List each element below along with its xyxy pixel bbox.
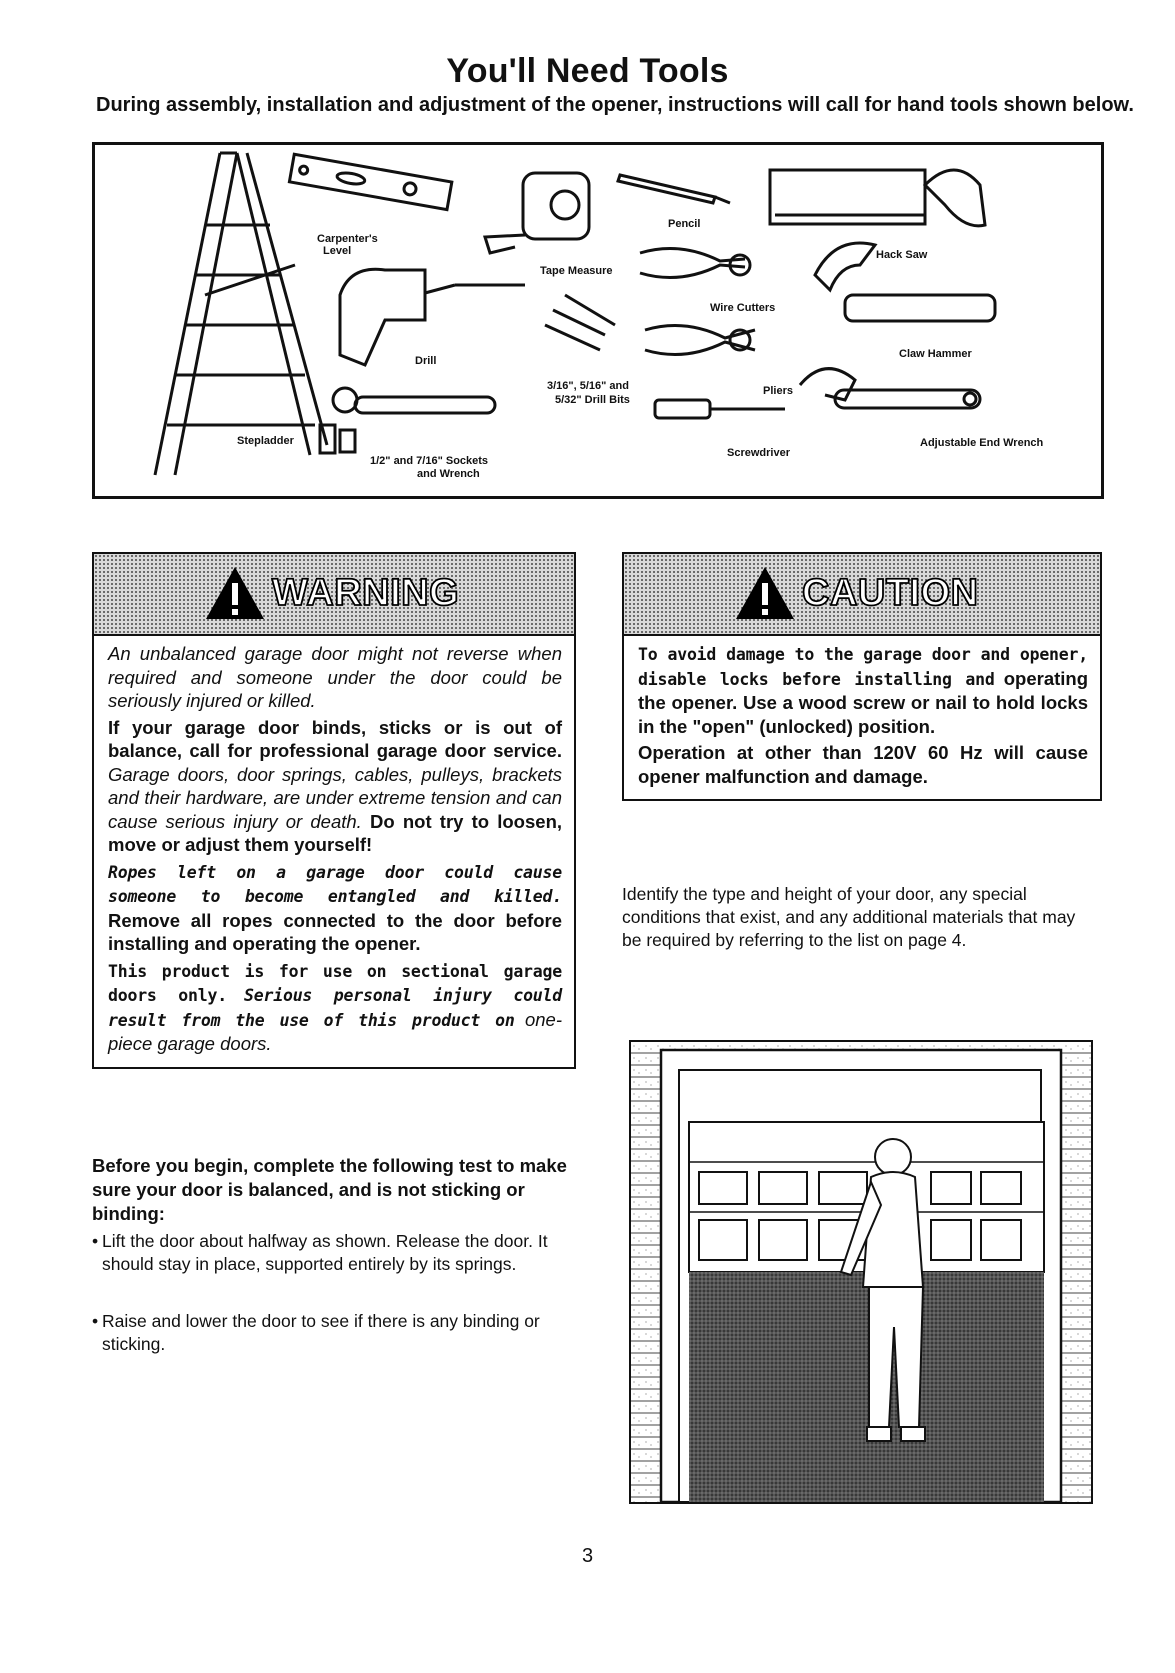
label-sockets-2: and Wrench bbox=[417, 468, 480, 480]
caution-banner bbox=[624, 554, 1100, 636]
caution-triangle-icon bbox=[734, 565, 796, 621]
identify-door-text: Identify the type and height of your door, any special conditions that exist, and any additional materials that may be required by referring to the list on page 4. bbox=[622, 884, 1076, 950]
screwdriver-icon bbox=[655, 400, 785, 418]
garage-door-illustration bbox=[629, 1040, 1093, 1504]
page-subtitle: During assembly, installation and adjustment of the opener, instructions will call for hand tools shown below. bbox=[96, 94, 1134, 116]
bullet-raise-lower: • Raise and lower the door to see if there is any binding or sticking. bbox=[92, 1311, 540, 1354]
label-tape-measure: Tape Measure bbox=[540, 265, 613, 277]
drill-bits-icon bbox=[545, 295, 615, 350]
stepladder-icon bbox=[155, 153, 327, 475]
label-drill: Drill bbox=[415, 355, 437, 367]
warning-triangle-icon bbox=[204, 565, 266, 621]
garage-door-drawing bbox=[631, 1042, 1091, 1502]
warning-heading: WARNING bbox=[272, 571, 460, 614]
label-carpenters-level: Carpenter's bbox=[317, 233, 378, 245]
label-adjustable-wrench: Adjustable End Wrench bbox=[920, 437, 1044, 449]
warning-panel bbox=[92, 552, 576, 1069]
label-pliers: Pliers bbox=[763, 385, 793, 397]
bullet-dot: • bbox=[92, 1311, 99, 1331]
bullet-lift-door: • Lift the door about halfway as shown. Release the door. It should stay in place, supported entirely by its springs. bbox=[92, 1231, 548, 1274]
label-drill-bits: 3/16", 5/16" and bbox=[547, 380, 629, 392]
balance-test-heading: Before you begin, complete the following test to make sure your door is balanced, and is not sticking or binding: bbox=[92, 1155, 567, 1224]
page-number: 3 bbox=[581, 1545, 594, 1567]
warning-paragraph-3: Ropes left on a garage door could cause someone to become entangled and killed. Remove all ropes connected to the door before installing and operating the opener. bbox=[108, 862, 562, 954]
adjustable-wrench-icon bbox=[800, 369, 980, 408]
tape-measure-icon bbox=[485, 173, 589, 253]
label-drill-bits-2: 5/32" Drill Bits bbox=[555, 394, 630, 406]
caution-panel bbox=[622, 552, 1102, 801]
tools-illustration bbox=[92, 142, 1104, 499]
warning-paragraph-4: This product is for use on sectional garage doors only. Serious personal injury could result from the use of this product on one-piece garage doors. bbox=[108, 961, 563, 1054]
label-screwdriver: Screwdriver bbox=[727, 447, 790, 459]
socket-wrench-icon bbox=[320, 388, 495, 453]
label-carpenters-level-2: Level bbox=[323, 245, 352, 257]
caution-paragraph-1: To avoid damage to the garage door and opener, disable locks before installing and operating the opener. Use a wood screw or nail to hold locks in the "open" (unlocked) position. bbox=[638, 645, 1089, 737]
level-icon bbox=[289, 154, 451, 209]
warning-paragraph-1: An unbalanced garage door might not reverse when required and someone under the door could be seriously injured or killed. bbox=[108, 643, 562, 711]
pliers-icon bbox=[645, 326, 755, 355]
hacksaw-icon bbox=[770, 170, 985, 226]
bullet-dot: • bbox=[92, 1231, 99, 1251]
drill-icon bbox=[340, 269, 525, 365]
label-claw-hammer: Claw Hammer bbox=[899, 348, 972, 360]
pencil-icon bbox=[618, 175, 730, 203]
page-title: You'll Need Tools bbox=[446, 52, 729, 90]
warning-banner bbox=[94, 554, 574, 636]
caution-paragraph-2: Operation at other than 120V 60 Hz will cause opener malfunction and damage. bbox=[638, 742, 1088, 787]
caution-heading: CAUTION bbox=[802, 571, 979, 614]
label-hack-saw: Hack Saw bbox=[876, 249, 928, 261]
label-wire-cutters: Wire Cutters bbox=[710, 302, 776, 314]
label-pencil: Pencil bbox=[668, 218, 701, 230]
label-sockets: 1/2" and 7/16" Sockets bbox=[370, 455, 489, 467]
label-stepladder: Stepladder bbox=[237, 435, 294, 447]
wire-cutters-icon bbox=[640, 249, 750, 278]
warning-paragraph-2: If your garage door binds, sticks or is out of balance, call for professional garage door service. Garage doors, door springs, cables, pulleys, brackets and their hardware, are under extreme tension and can cause serious injury or death. Do not try to loosen, move or adjust them yourself! bbox=[108, 716, 563, 855]
